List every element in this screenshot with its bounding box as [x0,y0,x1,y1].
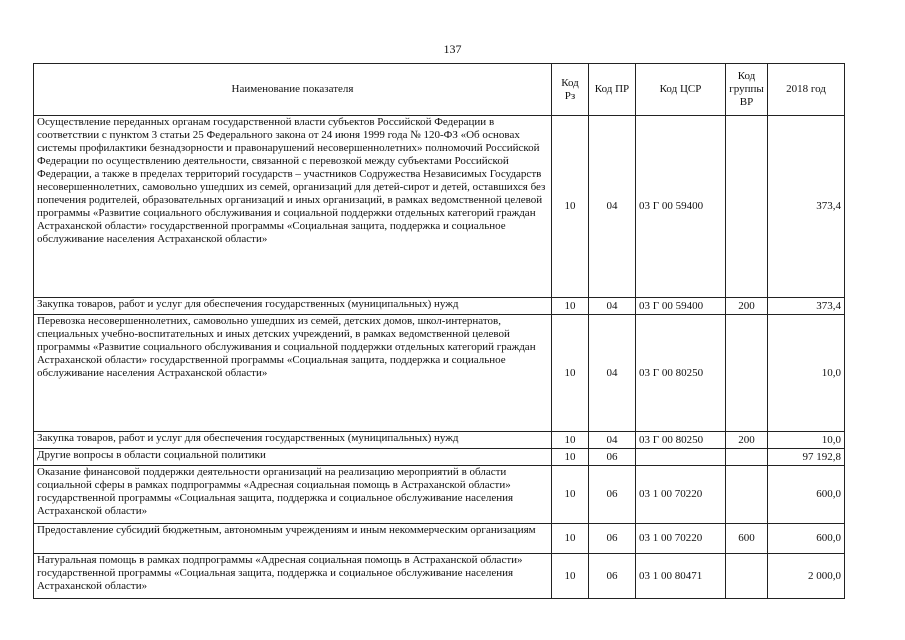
header-csr: Код ЦСР [636,64,726,116]
row-amount: 2 000,0 [768,554,845,599]
row-vr: 200 [726,432,768,449]
row-pr: 06 [589,554,636,599]
row-amount: 97 192,8 [768,449,845,466]
row-pr: 06 [589,524,636,554]
row-csr: 03 1 00 70220 [636,466,726,524]
row-amount: 600,0 [768,524,845,554]
row-vr: 600 [726,524,768,554]
row-vr [726,116,768,298]
row-vr [726,466,768,524]
row-pr: 06 [589,449,636,466]
row-vr: 200 [726,298,768,315]
row-vr [726,554,768,599]
row-rz: 10 [552,116,589,298]
row-amount: 600,0 [768,466,845,524]
row-amount: 10,0 [768,432,845,449]
row-csr: 03 1 00 70220 [636,524,726,554]
row-amount: 373,4 [768,116,845,298]
header-pr: Код ПР [589,64,636,116]
row-name: Осуществление переданных органам государственной власти субъектов Российской Федерации в соответствии с пунктом 3 статьи 25 Федерального закона от 24 июня 1999 года № 120-ФЗ «Об основах системы профилактики безнадзорности и правонарушений несовершеннолетних» полномочий Российской Федерации по осуществлению деятельности, связанной с перевозкой между субъектами Российской Федерации, а также в пределах территорий государств – участников Содружества Независимых Государств несовершеннолетних, самовольно ушедших из семей, организаций для детей-сирот и детей, оставшихся без попечения родителей, образовательных организаций и иных организаций, в рамках ведомственной целевой программы «Развитие социального обслуживания и социальной поддержки отдельных категорий граждан Астраханской области» государственной программы «Социальная защита, поддержка и социальное обслуживание населения Астраханской области» [34,116,552,298]
row-rz: 10 [552,466,589,524]
row-pr: 06 [589,466,636,524]
row-amount: 373,4 [768,298,845,315]
row-vr [726,449,768,466]
row-csr: 03 Г 00 59400 [636,298,726,315]
row-pr: 04 [589,432,636,449]
table-row [34,466,845,524]
row-rz: 10 [552,315,589,432]
row-name: Перевозка несовершеннолетних, самовольно ушедших из семей, детских домов, школ-интернатов, специальных учебно-воспитательных и иных детских учреждений, в рамках ведомственной целевой программы «Развитие социального обслуживания и социальной поддержки отдельных категорий граждан Астраханской области» государственной программы «Социальная защита, поддержка и социальное обслуживание населения Астраханской области» [34,315,552,432]
row-rz: 10 [552,524,589,554]
table-row [34,449,845,466]
row-csr: 03 Г 00 80250 [636,315,726,432]
table-row [34,315,845,432]
header-vr: Код группы ВР [726,64,768,116]
row-amount: 10,0 [768,315,845,432]
table-row [34,524,845,554]
row-name: Другие вопросы в области социальной политики [34,449,552,466]
row-rz: 10 [552,449,589,466]
row-csr: 03 Г 00 59400 [636,116,726,298]
row-name: Натуральная помощь в рамках подпрограммы «Адресная социальная помощь в Астраханской области» государственной программы «Социальная защита, поддержка и социальное обслуживание населения Астраханской области» [34,554,552,599]
row-pr: 04 [589,298,636,315]
row-rz: 10 [552,554,589,599]
page-number: 137 [443,42,462,56]
header-name: Наименование показателя [34,64,552,116]
row-pr: 04 [589,116,636,298]
table-row [34,116,845,298]
budget-table [33,63,845,599]
row-name: Закупка товаров, работ и услуг для обеспечения государственных (муниципальных) нужд [34,432,552,449]
row-name: Оказание финансовой поддержки деятельности организаций на реализацию мероприятий в области социальной сферы в рамках подпрограммы «Адресная социальная помощь в Астраханской области» государственной программы «Социальная защита, поддержка и социальное обслуживание населения Астраханской области» [34,466,552,524]
row-rz: 10 [552,432,589,449]
header-rz: Код Рз [552,64,589,116]
row-name: Предоставление субсидий бюджетным, автономным учреждениям и иным некоммерческим организациям [34,524,552,554]
row-name: Закупка товаров, работ и услуг для обеспечения государственных (муниципальных) нужд [34,298,552,315]
table-row [34,554,845,599]
header-year: 2018 год [768,64,845,116]
row-csr: 03 Г 00 80250 [636,432,726,449]
row-vr [726,315,768,432]
table-row [34,298,845,315]
row-csr [636,449,726,466]
row-rz: 10 [552,298,589,315]
table-header-row [34,64,845,116]
row-pr: 04 [589,315,636,432]
row-csr: 03 1 00 80471 [636,554,726,599]
table-row [34,432,845,449]
